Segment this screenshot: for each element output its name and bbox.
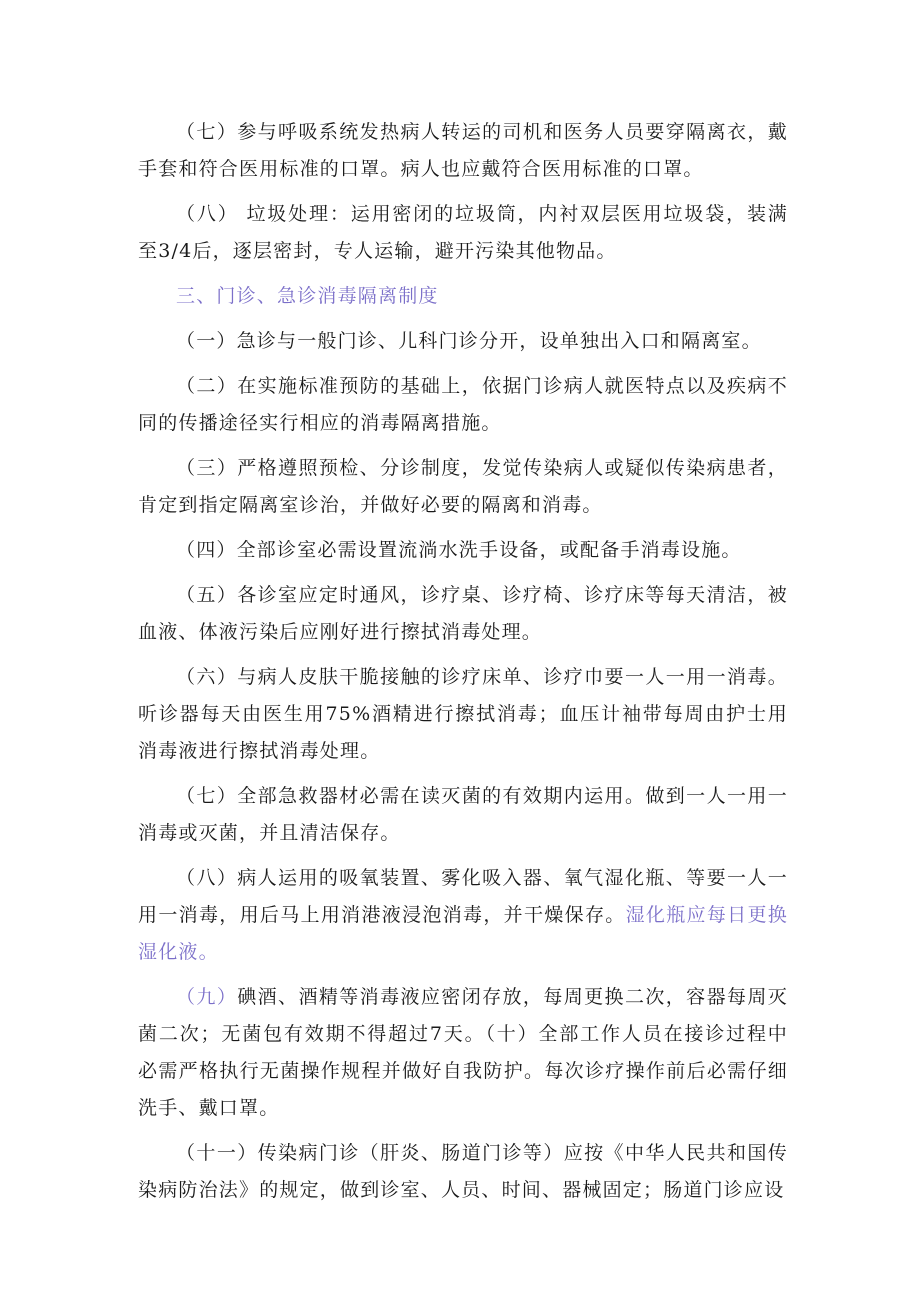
paragraph-eight-garbage: （八） 垃圾处理：运用密闭的垃圾筒，内衬双层医用垃圾袋，装满至3/4后，逐层密封，专人运输，避开污染其他物品。 (138, 203, 788, 262)
item-8-accent-text: 湿化瓶应每日更换湿化液。 (138, 904, 788, 963)
section-three-item-1: （一）急诊与一般门诊、儿科门诊分开，设单独出入口和隔离室。 (176, 330, 762, 352)
document-body (138, 114, 788, 1217)
section-three-heading: 三、门诊、急诊消毒隔离制度 (176, 285, 439, 307)
item-9-10-text: 碘酒、酒精等消毒液应密闭存放，每周更换二次，容器每周灭菌二次；无菌包有效期不得超过7天。（十）全部工作人员在接诊过程中必需严格执行无菌操作规程并做好自我防护。每次诊疗操作前后必需仔细洗手、戴口罩。 (138, 986, 789, 1119)
section-three-item-6: （六）与病人皮肤干脆接触的诊疗床单、诊疗巾要一人一用一消毒。听诊器每天由医生用75%酒精进行擦拭消毒；血压计袖带每周由护士用消毒液进行擦拭消毒处理。 (138, 666, 788, 762)
section-three-item-4: （四）全部诊室必需设置流淌水洗手设备，或配备手消毒设施。 (176, 539, 742, 561)
item-9-label: （九） (176, 986, 238, 1008)
section-three-item-7: （七）全部急救器材必需在读灭菌的有效期内运用。做到一人一用一消毒或灭菌，并且清洁保存。 (138, 785, 788, 844)
section-three-item-11: （十一）传染病门诊（肝炎、肠道门诊等）应按《中华人民共和国传染病防治法》的规定，做到诊室、人员、时间、器械固定；肠道门诊应设 (138, 1142, 788, 1201)
item-8-main-text: （八）病人运用的吸氧装置、雾化吸入器、氧气湿化瓶、等要一人一用一消毒，用后马上用消港液浸泡消毒，并干燥保存。 (138, 867, 788, 926)
section-three-item-8 (138, 860, 788, 971)
section-three-item-5: （五）各诊室应定时通风，诊疗桌、诊疗椅、诊疗床等每天清洁，被血液、体液污染后应刚好进行擦拭消毒处理。 (138, 584, 788, 643)
section-three-item-9-10 (138, 979, 788, 1127)
paragraph-seven: （七）参与呼吸系统发热病人转运的司机和医务人员要穿隔离衣，戴手套和符合医用标准的口罩。病人也应戴符合医用标准的口罩。 (138, 121, 788, 180)
section-three-item-3: （三）严格遵照预检、分诊制度，发觉传染病人或疑似传染病患者，肯定到指定隔离室诊治，并做好必要的隔离和消毒。 (138, 457, 788, 516)
section-three-item-2: （二）在实施标准预防的基础上，依据门诊病人就医特点以及疾病不同的传播途径实行相应的消毒隔离措施。 (138, 375, 788, 434)
